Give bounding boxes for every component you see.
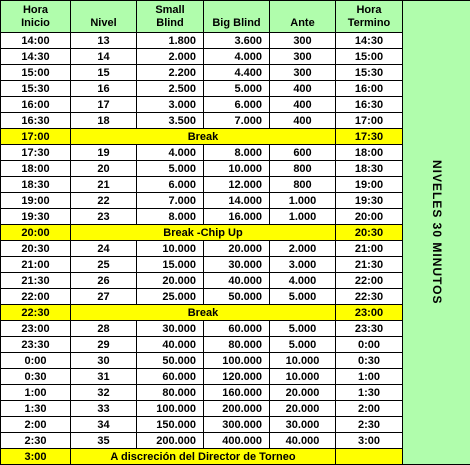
break-label-cell[interactable]: Break: [71, 305, 336, 321]
table-row: [1, 161, 470, 177]
header-ante[interactable]: Ante: [270, 1, 336, 33]
level-cell[interactable]: 16: [71, 81, 137, 97]
ante-cell[interactable]: 400: [270, 97, 336, 113]
table-row: [1, 385, 470, 401]
start-time-cell[interactable]: 2:00: [1, 417, 71, 433]
ante-cell[interactable]: 600: [270, 145, 336, 161]
big-blind-cell[interactable]: 160.000: [204, 385, 270, 401]
end-time-cell[interactable]: 14:30: [336, 33, 403, 49]
header-small-blind[interactable]: Small Blind: [137, 1, 204, 33]
small-blind-cell[interactable]: 200.000: [137, 433, 204, 449]
level-cell[interactable]: 27: [71, 289, 137, 305]
side-label-cell[interactable]: [403, 1, 470, 465]
small-blind-cell[interactable]: 3.500: [137, 113, 204, 129]
big-blind-cell[interactable]: 400.000: [204, 433, 270, 449]
big-blind-cell[interactable]: 80.000: [204, 337, 270, 353]
end-time-cell[interactable]: 0:00: [336, 337, 403, 353]
big-blind-cell[interactable]: 7.000: [204, 113, 270, 129]
ante-cell[interactable]: 800: [270, 161, 336, 177]
end-time-cell[interactable]: 20:00: [336, 209, 403, 225]
table-row: [1, 97, 470, 113]
end-time-cell[interactable]: 19:00: [336, 177, 403, 193]
big-blind-cell[interactable]: 40.000: [204, 273, 270, 289]
small-blind-cell[interactable]: 2.000: [137, 49, 204, 65]
big-blind-cell[interactable]: 4.400: [204, 65, 270, 81]
ante-cell[interactable]: 400: [270, 81, 336, 97]
table-row: [1, 353, 470, 369]
ante-cell[interactable]: 3.000: [270, 257, 336, 273]
ante-cell[interactable]: 800: [270, 177, 336, 193]
table-row: [1, 177, 470, 193]
small-blind-cell[interactable]: 25.000: [137, 289, 204, 305]
level-cell[interactable]: 18: [71, 113, 137, 129]
start-time-cell[interactable]: 1:00: [1, 385, 71, 401]
level-cell[interactable]: 34: [71, 417, 137, 433]
start-time-cell[interactable]: 19:00: [1, 193, 71, 209]
end-time-cell[interactable]: 18:00: [336, 145, 403, 161]
small-blind-cell[interactable]: 15.000: [137, 257, 204, 273]
start-time-cell[interactable]: 23:30: [1, 337, 71, 353]
end-time-cell[interactable]: 17:30: [336, 129, 403, 145]
start-time-cell[interactable]: 3:00: [1, 449, 71, 465]
break-row: [1, 225, 470, 241]
start-time-cell[interactable]: 17:30: [1, 145, 71, 161]
end-time-cell[interactable]: 21:00: [336, 241, 403, 257]
ante-cell[interactable]: 10.000: [270, 369, 336, 385]
big-blind-cell[interactable]: 50.000: [204, 289, 270, 305]
ante-cell[interactable]: 400: [270, 113, 336, 129]
table-row: [1, 289, 470, 305]
break-label-cell[interactable]: Break: [71, 129, 336, 145]
start-time-cell[interactable]: 22:00: [1, 289, 71, 305]
header-end-time[interactable]: Hora Termino: [336, 1, 403, 33]
level-cell[interactable]: 32: [71, 385, 137, 401]
end-time-cell[interactable]: 21:30: [336, 257, 403, 273]
header-level[interactable]: Nivel: [71, 1, 137, 33]
ante-cell[interactable]: 2.000: [270, 241, 336, 257]
start-time-cell[interactable]: 15:00: [1, 65, 71, 81]
level-cell[interactable]: 35: [71, 433, 137, 449]
big-blind-cell[interactable]: 20.000: [204, 241, 270, 257]
small-blind-cell[interactable]: 80.000: [137, 385, 204, 401]
end-time-cell[interactable]: 23:30: [336, 321, 403, 337]
small-blind-cell[interactable]: 5.000: [137, 161, 204, 177]
ante-cell[interactable]: 20.000: [270, 401, 336, 417]
ante-cell[interactable]: 1.000: [270, 193, 336, 209]
break-row: [1, 129, 470, 145]
end-time-cell[interactable]: 20:30: [336, 225, 403, 241]
level-cell[interactable]: 26: [71, 273, 137, 289]
start-time-cell[interactable]: 20:30: [1, 241, 71, 257]
small-blind-cell[interactable]: 30.000: [137, 321, 204, 337]
small-blind-cell[interactable]: 6.000: [137, 177, 204, 193]
break-label-cell[interactable]: A discreción del Director de Torneo: [71, 449, 336, 465]
start-time-cell[interactable]: 19:30: [1, 209, 71, 225]
end-time-cell[interactable]: 15:30: [336, 65, 403, 81]
small-blind-cell[interactable]: 40.000: [137, 337, 204, 353]
level-cell[interactable]: 13: [71, 33, 137, 49]
start-time-cell[interactable]: 14:00: [1, 33, 71, 49]
start-time-cell[interactable]: 17:00: [1, 129, 71, 145]
start-time-cell[interactable]: 0:00: [1, 353, 71, 369]
header-big-blind[interactable]: Big Blind: [204, 1, 270, 33]
header-start-time[interactable]: Hora Inicio: [1, 1, 71, 33]
end-time-cell[interactable]: 2:00: [336, 401, 403, 417]
end-time-cell[interactable]: 17:00: [336, 113, 403, 129]
small-blind-cell[interactable]: 10.000: [137, 241, 204, 257]
table-row: [1, 257, 470, 273]
ante-cell[interactable]: 20.000: [270, 385, 336, 401]
small-blind-cell[interactable]: 2.200: [137, 65, 204, 81]
table-row: [1, 369, 470, 385]
end-time-cell[interactable]: [336, 449, 403, 465]
big-blind-cell[interactable]: 120.000: [204, 369, 270, 385]
table-row: [1, 49, 470, 65]
small-blind-cell[interactable]: 4.000: [137, 145, 204, 161]
small-blind-cell[interactable]: 3.000: [137, 97, 204, 113]
start-time-cell[interactable]: 23:00: [1, 321, 71, 337]
table-row: [1, 433, 470, 449]
end-time-cell[interactable]: 23:00: [336, 305, 403, 321]
level-cell[interactable]: 22: [71, 193, 137, 209]
ante-cell[interactable]: 40.000: [270, 433, 336, 449]
table-row: [1, 337, 470, 353]
ante-cell[interactable]: 10.000: [270, 353, 336, 369]
side-label: NIVELES 30 MINUTOS: [430, 160, 443, 304]
big-blind-cell[interactable]: 3.600: [204, 33, 270, 49]
table-row: [1, 321, 470, 337]
end-time-cell[interactable]: 2:30: [336, 417, 403, 433]
level-cell[interactable]: 30: [71, 353, 137, 369]
small-blind-cell[interactable]: 8.000: [137, 209, 204, 225]
table-row: [1, 417, 470, 433]
table-row: [1, 81, 470, 97]
break-label-cell[interactable]: Break -Chip Up: [71, 225, 336, 241]
start-time-cell[interactable]: 15:30: [1, 81, 71, 97]
break-row: [1, 449, 470, 465]
table-row: [1, 145, 470, 161]
big-blind-cell[interactable]: 10.000: [204, 161, 270, 177]
end-time-cell[interactable]: 1:00: [336, 369, 403, 385]
header-row: [1, 1, 470, 33]
end-time-cell[interactable]: 0:30: [336, 353, 403, 369]
ante-cell[interactable]: 5.000: [270, 289, 336, 305]
ante-cell[interactable]: 300: [270, 49, 336, 65]
end-time-cell[interactable]: 16:30: [336, 97, 403, 113]
level-cell[interactable]: 19: [71, 145, 137, 161]
end-time-cell[interactable]: 16:00: [336, 81, 403, 97]
ante-cell[interactable]: 1.000: [270, 209, 336, 225]
level-cell[interactable]: 21: [71, 177, 137, 193]
small-blind-cell[interactable]: 150.000: [137, 417, 204, 433]
big-blind-cell[interactable]: 5.000: [204, 81, 270, 97]
small-blind-cell[interactable]: 60.000: [137, 369, 204, 385]
small-blind-cell[interactable]: 1.800: [137, 33, 204, 49]
end-time-cell[interactable]: 1:30: [336, 385, 403, 401]
table-body: [1, 1, 470, 465]
table-row: [1, 193, 470, 209]
end-time-cell[interactable]: 3:00: [336, 433, 403, 449]
start-time-cell[interactable]: 16:00: [1, 97, 71, 113]
level-cell[interactable]: 24: [71, 241, 137, 257]
table-row: [1, 241, 470, 257]
table-row: [1, 113, 470, 129]
level-cell[interactable]: 25: [71, 257, 137, 273]
end-time-cell[interactable]: 15:00: [336, 49, 403, 65]
table-row: [1, 209, 470, 225]
big-blind-cell[interactable]: 300.000: [204, 417, 270, 433]
small-blind-cell[interactable]: 7.000: [137, 193, 204, 209]
end-time-cell[interactable]: 22:30: [336, 289, 403, 305]
start-time-cell[interactable]: 0:30: [1, 369, 71, 385]
ante-cell[interactable]: 30.000: [270, 417, 336, 433]
table-row: [1, 65, 470, 81]
big-blind-cell[interactable]: 200.000: [204, 401, 270, 417]
small-blind-cell[interactable]: 2.500: [137, 81, 204, 97]
big-blind-cell[interactable]: 60.000: [204, 321, 270, 337]
big-blind-cell[interactable]: 14.000: [204, 193, 270, 209]
small-blind-cell[interactable]: 20.000: [137, 273, 204, 289]
ante-cell[interactable]: 300: [270, 33, 336, 49]
ante-cell[interactable]: 5.000: [270, 321, 336, 337]
ante-cell[interactable]: 300: [270, 65, 336, 81]
level-cell[interactable]: 20: [71, 161, 137, 177]
table-row: [1, 401, 470, 417]
end-time-cell[interactable]: 22:00: [336, 273, 403, 289]
small-blind-cell[interactable]: 50.000: [137, 353, 204, 369]
break-row: [1, 305, 470, 321]
ante-cell[interactable]: 4.000: [270, 273, 336, 289]
start-time-cell[interactable]: 1:30: [1, 401, 71, 417]
start-time-cell[interactable]: 14:30: [1, 49, 71, 65]
table-row: [1, 273, 470, 289]
small-blind-cell[interactable]: 100.000: [137, 401, 204, 417]
level-cell[interactable]: 23: [71, 209, 137, 225]
big-blind-cell[interactable]: 4.000: [204, 49, 270, 65]
level-cell[interactable]: 33: [71, 401, 137, 417]
start-time-cell[interactable]: 16:30: [1, 113, 71, 129]
end-time-cell[interactable]: 19:30: [336, 193, 403, 209]
end-time-cell[interactable]: 18:30: [336, 161, 403, 177]
start-time-cell[interactable]: 22:30: [1, 305, 71, 321]
start-time-cell[interactable]: 18:00: [1, 161, 71, 177]
start-time-cell[interactable]: 21:30: [1, 273, 71, 289]
big-blind-cell[interactable]: 30.000: [204, 257, 270, 273]
big-blind-cell[interactable]: 16.000: [204, 209, 270, 225]
big-blind-cell[interactable]: 8.000: [204, 145, 270, 161]
table-row: [1, 33, 470, 49]
level-cell[interactable]: 14: [71, 49, 137, 65]
level-cell[interactable]: 31: [71, 369, 137, 385]
level-cell[interactable]: 15: [71, 65, 137, 81]
big-blind-cell[interactable]: 100.000: [204, 353, 270, 369]
big-blind-cell[interactable]: 12.000: [204, 177, 270, 193]
start-time-cell[interactable]: 18:30: [1, 177, 71, 193]
level-cell[interactable]: 17: [71, 97, 137, 113]
level-cell[interactable]: 29: [71, 337, 137, 353]
ante-cell[interactable]: 5.000: [270, 337, 336, 353]
big-blind-cell[interactable]: 6.000: [204, 97, 270, 113]
start-time-cell[interactable]: 21:00: [1, 257, 71, 273]
level-cell[interactable]: 28: [71, 321, 137, 337]
start-time-cell[interactable]: 2:30: [1, 433, 71, 449]
start-time-cell[interactable]: 20:00: [1, 225, 71, 241]
